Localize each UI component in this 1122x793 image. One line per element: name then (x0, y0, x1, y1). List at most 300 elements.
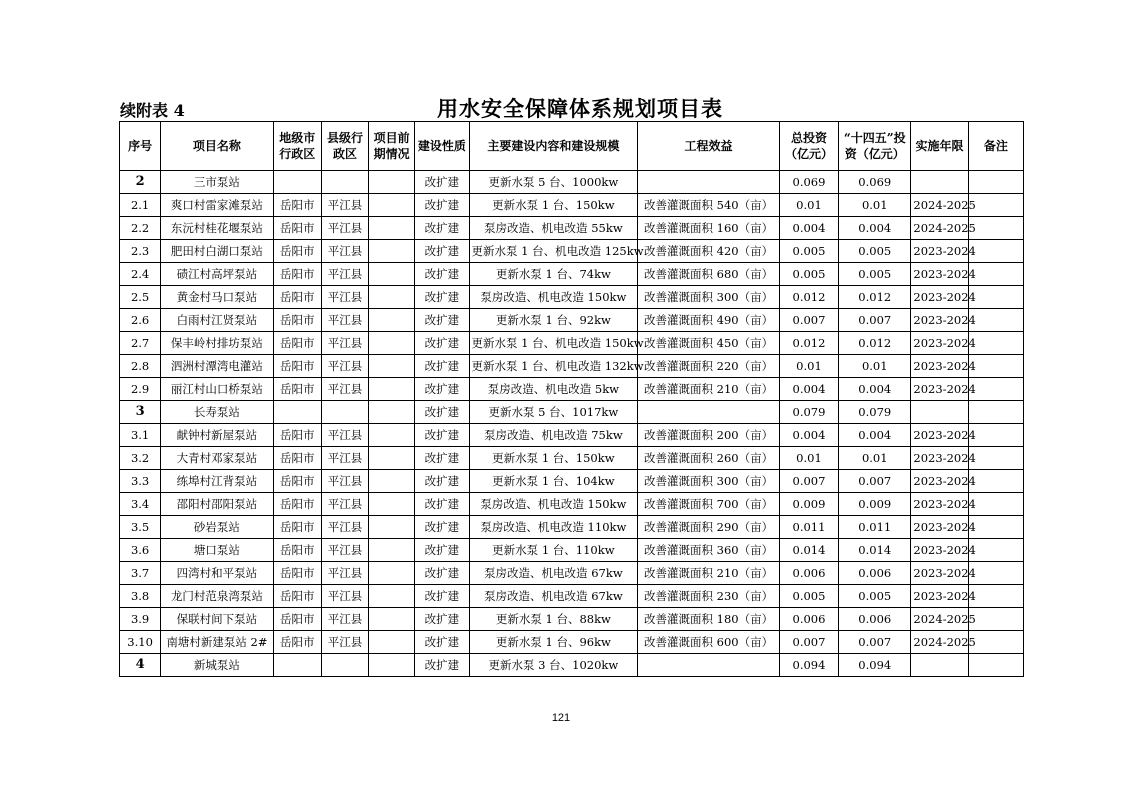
county-cell: 平江县 (321, 378, 368, 401)
table-row (120, 631, 1024, 654)
table-row (120, 585, 1024, 608)
benefit-cell: 改善灌溉面积 360（亩） (638, 539, 780, 562)
invest-145-cell: 0.079 (839, 401, 911, 424)
header-years: 实施年限 (911, 122, 968, 171)
content-cell: 泵房改造、机电改造 55kw (469, 217, 638, 240)
name-cell: 白雨村江贤泵站 (161, 309, 273, 332)
seq-cell: 2.7 (120, 332, 161, 355)
table-body (120, 171, 1024, 677)
pre-cell (369, 470, 415, 493)
years-cell: 2023-2024 (911, 585, 968, 608)
city-cell: 岳阳市 (273, 355, 321, 378)
content-cell: 更新水泵 1 台、96kw (469, 631, 638, 654)
invest-cell: 0.007 (779, 470, 838, 493)
content-cell: 更新水泵 1 台、150kw (469, 447, 638, 470)
city-cell: 岳阳市 (273, 240, 321, 263)
pre-cell (369, 516, 415, 539)
pre-cell (369, 309, 415, 332)
city-cell: 岳阳市 (273, 263, 321, 286)
seq-cell: 3.9 (120, 608, 161, 631)
benefit-cell: 改善灌溉面积 200（亩） (638, 424, 780, 447)
invest-cell: 0.007 (779, 631, 838, 654)
county-cell: 平江县 (321, 608, 368, 631)
invest-145-cell: 0.005 (839, 263, 911, 286)
city-cell: 岳阳市 (273, 286, 321, 309)
remark-cell (968, 539, 1023, 562)
remark-cell (968, 447, 1023, 470)
pre-cell (369, 401, 415, 424)
city-cell: 岳阳市 (273, 539, 321, 562)
city-cell: 岳阳市 (273, 470, 321, 493)
years-cell: 2023-2024 (911, 240, 968, 263)
nature-cell: 改扩建 (415, 585, 469, 608)
content-cell: 更新水泵 5 台、1000kw (469, 171, 638, 194)
group-row (120, 401, 1024, 424)
invest-145-cell: 0.012 (839, 332, 911, 355)
nature-cell: 改扩建 (415, 493, 469, 516)
invest-cell: 0.069 (779, 171, 838, 194)
seq-cell: 3.4 (120, 493, 161, 516)
invest-cell: 0.01 (779, 194, 838, 217)
benefit-cell: 改善灌溉面积 220（亩） (638, 355, 780, 378)
table-row (120, 263, 1024, 286)
seq-cell: 3 (120, 401, 161, 424)
years-cell: 2023-2024 (911, 424, 968, 447)
invest-145-cell: 0.007 (839, 470, 911, 493)
remark-cell (968, 217, 1023, 240)
remark-cell (968, 378, 1023, 401)
city-cell (273, 171, 321, 194)
county-cell: 平江县 (321, 631, 368, 654)
invest-145-cell: 0.069 (839, 171, 911, 194)
header-name: 项目名称 (161, 122, 273, 171)
header-benefit: 工程效益 (638, 122, 780, 171)
county-cell: 平江县 (321, 332, 368, 355)
remark-cell (968, 470, 1023, 493)
seq-cell: 2 (120, 171, 161, 194)
years-cell: 2023-2024 (911, 562, 968, 585)
content-cell: 更新水泵 1 台、74kw (469, 263, 638, 286)
years-cell: 2023-2024 (911, 355, 968, 378)
years-cell: 2024-2025 (911, 194, 968, 217)
years-cell (911, 654, 968, 677)
years-cell (911, 401, 968, 424)
nature-cell: 改扩建 (415, 309, 469, 332)
city-cell: 岳阳市 (273, 447, 321, 470)
invest-145-cell: 0.007 (839, 631, 911, 654)
sheet-label: 续附表 4 (120, 101, 185, 120)
invest-cell: 0.079 (779, 401, 838, 424)
pre-cell (369, 286, 415, 309)
name-cell: 砂岩泵站 (161, 516, 273, 539)
benefit-cell: 改善灌溉面积 420（亩） (638, 240, 780, 263)
nature-cell: 改扩建 (415, 654, 469, 677)
content-cell: 泵房改造、机电改造 67kw (469, 562, 638, 585)
header-content: 主要建设内容和建设规模 (469, 122, 638, 171)
nature-cell: 改扩建 (415, 562, 469, 585)
benefit-cell: 改善灌溉面积 180（亩） (638, 608, 780, 631)
county-cell: 平江县 (321, 240, 368, 263)
nature-cell: 改扩建 (415, 378, 469, 401)
city-cell: 岳阳市 (273, 424, 321, 447)
county-cell: 平江县 (321, 355, 368, 378)
header-pre: 项目前期情况 (369, 122, 415, 171)
seq-cell: 2.9 (120, 378, 161, 401)
remark-cell (968, 240, 1023, 263)
nature-cell: 改扩建 (415, 240, 469, 263)
table-row (120, 194, 1024, 217)
content-cell: 更新水泵 1 台、机电改造 125kw (469, 240, 638, 263)
invest-145-cell: 0.005 (839, 585, 911, 608)
invest-cell: 0.012 (779, 286, 838, 309)
seq-cell: 3.10 (120, 631, 161, 654)
seq-cell: 3.1 (120, 424, 161, 447)
table-row (120, 332, 1024, 355)
pre-cell (369, 608, 415, 631)
pre-cell (369, 355, 415, 378)
city-cell: 岳阳市 (273, 378, 321, 401)
invest-cell: 0.004 (779, 217, 838, 240)
county-cell: 平江县 (321, 309, 368, 332)
pre-cell (369, 171, 415, 194)
nature-cell: 改扩建 (415, 539, 469, 562)
seq-cell: 4 (120, 654, 161, 677)
remark-cell (968, 424, 1023, 447)
table-row (120, 447, 1024, 470)
nature-cell: 改扩建 (415, 171, 469, 194)
table-header-row (120, 122, 1024, 171)
county-cell: 平江县 (321, 585, 368, 608)
pre-cell (369, 447, 415, 470)
content-cell: 更新水泵 1 台、92kw (469, 309, 638, 332)
county-cell: 平江县 (321, 539, 368, 562)
name-cell: 泗洲村潭湾电灌站 (161, 355, 273, 378)
content-cell: 更新水泵 1 台、150kw (469, 194, 638, 217)
project-table (119, 121, 1024, 677)
city-cell: 岳阳市 (273, 309, 321, 332)
city-cell: 岳阳市 (273, 631, 321, 654)
invest-cell: 0.014 (779, 539, 838, 562)
benefit-cell: 改善灌溉面积 210（亩） (638, 378, 780, 401)
seq-cell: 3.8 (120, 585, 161, 608)
table-row (120, 516, 1024, 539)
invest-145-cell: 0.009 (839, 493, 911, 516)
name-cell: 四湾村和平泵站 (161, 562, 273, 585)
invest-145-cell: 0.005 (839, 240, 911, 263)
name-cell: 保丰岭村排坊泵站 (161, 332, 273, 355)
invest-cell: 0.005 (779, 585, 838, 608)
page-title: 用水安全保障体系规划项目表 (437, 96, 723, 121)
name-cell: 三市泵站 (161, 171, 273, 194)
invest-cell: 0.005 (779, 263, 838, 286)
seq-cell: 3.2 (120, 447, 161, 470)
content-cell: 更新水泵 1 台、机电改造 150kw (469, 332, 638, 355)
city-cell (273, 401, 321, 424)
nature-cell: 改扩建 (415, 194, 469, 217)
content-cell: 泵房改造、机电改造 5kw (469, 378, 638, 401)
table-row (120, 217, 1024, 240)
benefit-cell (638, 401, 780, 424)
benefit-cell: 改善灌溉面积 300（亩） (638, 470, 780, 493)
invest-cell: 0.004 (779, 424, 838, 447)
name-cell: 龙门村范泉湾泵站 (161, 585, 273, 608)
city-cell: 岳阳市 (273, 562, 321, 585)
pre-cell (369, 539, 415, 562)
benefit-cell: 改善灌溉面积 680（亩） (638, 263, 780, 286)
county-cell: 平江县 (321, 286, 368, 309)
years-cell (911, 171, 968, 194)
table-row (120, 378, 1024, 401)
content-cell: 更新水泵 3 台、1020kw (469, 654, 638, 677)
remark-cell (968, 493, 1023, 516)
invest-cell: 0.01 (779, 355, 838, 378)
remark-cell (968, 562, 1023, 585)
pre-cell (369, 631, 415, 654)
header-city: 地级市行政区 (273, 122, 321, 171)
invest-cell: 0.01 (779, 447, 838, 470)
pre-cell (369, 493, 415, 516)
benefit-cell: 改善灌溉面积 540（亩） (638, 194, 780, 217)
table-row (120, 309, 1024, 332)
invest-145-cell: 0.011 (839, 516, 911, 539)
city-cell: 岳阳市 (273, 516, 321, 539)
county-cell: 平江县 (321, 470, 368, 493)
pre-cell (369, 240, 415, 263)
years-cell: 2023-2024 (911, 309, 968, 332)
name-cell: 保联村间下泵站 (161, 608, 273, 631)
benefit-cell: 改善灌溉面积 160（亩） (638, 217, 780, 240)
city-cell: 岳阳市 (273, 585, 321, 608)
years-cell: 2024-2025 (911, 631, 968, 654)
county-cell: 平江县 (321, 217, 368, 240)
city-cell: 岳阳市 (273, 217, 321, 240)
seq-cell: 2.6 (120, 309, 161, 332)
invest-145-cell: 0.01 (839, 355, 911, 378)
content-cell: 更新水泵 1 台、机电改造 132kw (469, 355, 638, 378)
invest-cell: 0.094 (779, 654, 838, 677)
invest-145-cell: 0.01 (839, 447, 911, 470)
remark-cell (968, 585, 1023, 608)
invest-cell: 0.012 (779, 332, 838, 355)
benefit-cell (638, 654, 780, 677)
name-cell: 邵阳村邵阳泵站 (161, 493, 273, 516)
remark-cell (968, 194, 1023, 217)
benefit-cell: 改善灌溉面积 290（亩） (638, 516, 780, 539)
invest-cell: 0.007 (779, 309, 838, 332)
invest-cell: 0.011 (779, 516, 838, 539)
name-cell: 丽江村山口桥泵站 (161, 378, 273, 401)
invest-145-cell: 0.014 (839, 539, 911, 562)
county-cell: 平江县 (321, 493, 368, 516)
header-county: 县级行政区 (321, 122, 368, 171)
remark-cell (968, 516, 1023, 539)
pre-cell (369, 217, 415, 240)
benefit-cell (638, 171, 780, 194)
table-row (120, 355, 1024, 378)
city-cell: 岳阳市 (273, 608, 321, 631)
name-cell: 长寿泵站 (161, 401, 273, 424)
content-cell: 泵房改造、机电改造 67kw (469, 585, 638, 608)
seq-cell: 3.7 (120, 562, 161, 585)
remark-cell (968, 608, 1023, 631)
remark-cell (968, 171, 1023, 194)
pre-cell (369, 194, 415, 217)
pre-cell (369, 562, 415, 585)
header-invest: 总投资（亿元） (779, 122, 838, 171)
county-cell (321, 654, 368, 677)
seq-cell: 3.3 (120, 470, 161, 493)
seq-cell: 2.8 (120, 355, 161, 378)
nature-cell: 改扩建 (415, 286, 469, 309)
name-cell: 献钟村新屋泵站 (161, 424, 273, 447)
nature-cell: 改扩建 (415, 516, 469, 539)
nature-cell: 改扩建 (415, 447, 469, 470)
header-seq: 序号 (120, 122, 161, 171)
seq-cell: 3.5 (120, 516, 161, 539)
years-cell: 2023-2024 (911, 516, 968, 539)
invest-145-cell: 0.094 (839, 654, 911, 677)
years-cell: 2023-2024 (911, 539, 968, 562)
name-cell: 肥田村白湖口泵站 (161, 240, 273, 263)
remark-cell (968, 355, 1023, 378)
city-cell (273, 654, 321, 677)
content-cell: 更新水泵 1 台、110kw (469, 539, 638, 562)
name-cell: 南塘村新建泵站 2# (161, 631, 273, 654)
county-cell: 平江县 (321, 516, 368, 539)
table-row (120, 608, 1024, 631)
nature-cell: 改扩建 (415, 424, 469, 447)
years-cell: 2023-2024 (911, 447, 968, 470)
invest-145-cell: 0.004 (839, 217, 911, 240)
county-cell: 平江县 (321, 194, 368, 217)
county-cell (321, 171, 368, 194)
years-cell: 2023-2024 (911, 263, 968, 286)
content-cell: 泵房改造、机电改造 110kw (469, 516, 638, 539)
content-cell: 更新水泵 1 台、104kw (469, 470, 638, 493)
pre-cell (369, 378, 415, 401)
invest-145-cell: 0.004 (839, 378, 911, 401)
nature-cell: 改扩建 (415, 263, 469, 286)
name-cell: 爽口村雷家滩泵站 (161, 194, 273, 217)
invest-cell: 0.006 (779, 562, 838, 585)
header-remark: 备注 (968, 122, 1023, 171)
county-cell: 平江县 (321, 447, 368, 470)
county-cell: 平江县 (321, 562, 368, 585)
invest-cell: 0.006 (779, 608, 838, 631)
invest-145-cell: 0.007 (839, 309, 911, 332)
invest-cell: 0.004 (779, 378, 838, 401)
seq-cell: 3.6 (120, 539, 161, 562)
benefit-cell: 改善灌溉面积 700（亩） (638, 493, 780, 516)
content-cell: 更新水泵 5 台、1017kw (469, 401, 638, 424)
years-cell: 2024-2025 (911, 608, 968, 631)
county-cell: 平江县 (321, 424, 368, 447)
city-cell: 岳阳市 (273, 332, 321, 355)
invest-cell: 0.009 (779, 493, 838, 516)
pre-cell (369, 332, 415, 355)
content-cell: 更新水泵 1 台、88kw (469, 608, 638, 631)
remark-cell (968, 401, 1023, 424)
invest-cell: 0.005 (779, 240, 838, 263)
name-cell: 碛江村高坪泵站 (161, 263, 273, 286)
remark-cell (968, 332, 1023, 355)
years-cell: 2023-2024 (911, 332, 968, 355)
county-cell: 平江县 (321, 263, 368, 286)
header-invest-145: “十四五”投资（亿元） (839, 122, 911, 171)
pre-cell (369, 424, 415, 447)
years-cell: 2023-2024 (911, 493, 968, 516)
name-cell: 练埠村江背泵站 (161, 470, 273, 493)
nature-cell: 改扩建 (415, 608, 469, 631)
page-number: 121 (551, 712, 571, 724)
seq-cell: 2.4 (120, 263, 161, 286)
table-row (120, 562, 1024, 585)
city-cell: 岳阳市 (273, 194, 321, 217)
nature-cell: 改扩建 (415, 332, 469, 355)
group-row (120, 654, 1024, 677)
remark-cell (968, 654, 1023, 677)
remark-cell (968, 309, 1023, 332)
table-row (120, 424, 1024, 447)
nature-cell: 改扩建 (415, 631, 469, 654)
pre-cell (369, 585, 415, 608)
years-cell: 2023-2024 (911, 378, 968, 401)
remark-cell (968, 631, 1023, 654)
benefit-cell: 改善灌溉面积 490（亩） (638, 309, 780, 332)
invest-145-cell: 0.006 (839, 562, 911, 585)
benefit-cell: 改善灌溉面积 260（亩） (638, 447, 780, 470)
content-cell: 泵房改造、机电改造 75kw (469, 424, 638, 447)
years-cell: 2023-2024 (911, 470, 968, 493)
remark-cell (968, 263, 1023, 286)
table-row (120, 470, 1024, 493)
benefit-cell: 改善灌溉面积 600（亩） (638, 631, 780, 654)
table-row (120, 493, 1024, 516)
seq-cell: 2.5 (120, 286, 161, 309)
table-row (120, 286, 1024, 309)
seq-cell: 2.1 (120, 194, 161, 217)
name-cell: 大青村邓家泵站 (161, 447, 273, 470)
invest-145-cell: 0.01 (839, 194, 911, 217)
invest-145-cell: 0.006 (839, 608, 911, 631)
name-cell: 新城泵站 (161, 654, 273, 677)
table-row (120, 539, 1024, 562)
years-cell: 2024-2025 (911, 217, 968, 240)
header-nature: 建设性质 (415, 122, 469, 171)
benefit-cell: 改善灌溉面积 210（亩） (638, 562, 780, 585)
invest-145-cell: 0.004 (839, 424, 911, 447)
pre-cell (369, 263, 415, 286)
name-cell: 塘口泵站 (161, 539, 273, 562)
years-cell: 2023-2024 (911, 286, 968, 309)
remark-cell (968, 286, 1023, 309)
table-row (120, 240, 1024, 263)
group-row (120, 171, 1024, 194)
seq-cell: 2.3 (120, 240, 161, 263)
benefit-cell: 改善灌溉面积 450（亩） (638, 332, 780, 355)
content-cell: 泵房改造、机电改造 150kw (469, 493, 638, 516)
nature-cell: 改扩建 (415, 217, 469, 240)
nature-cell: 改扩建 (415, 470, 469, 493)
benefit-cell: 改善灌溉面积 300（亩） (638, 286, 780, 309)
content-cell: 泵房改造、机电改造 150kw (469, 286, 638, 309)
city-cell: 岳阳市 (273, 493, 321, 516)
nature-cell: 改扩建 (415, 355, 469, 378)
benefit-cell: 改善灌溉面积 230（亩） (638, 585, 780, 608)
invest-145-cell: 0.012 (839, 286, 911, 309)
nature-cell: 改扩建 (415, 401, 469, 424)
name-cell: 东沅村桂花堰泵站 (161, 217, 273, 240)
